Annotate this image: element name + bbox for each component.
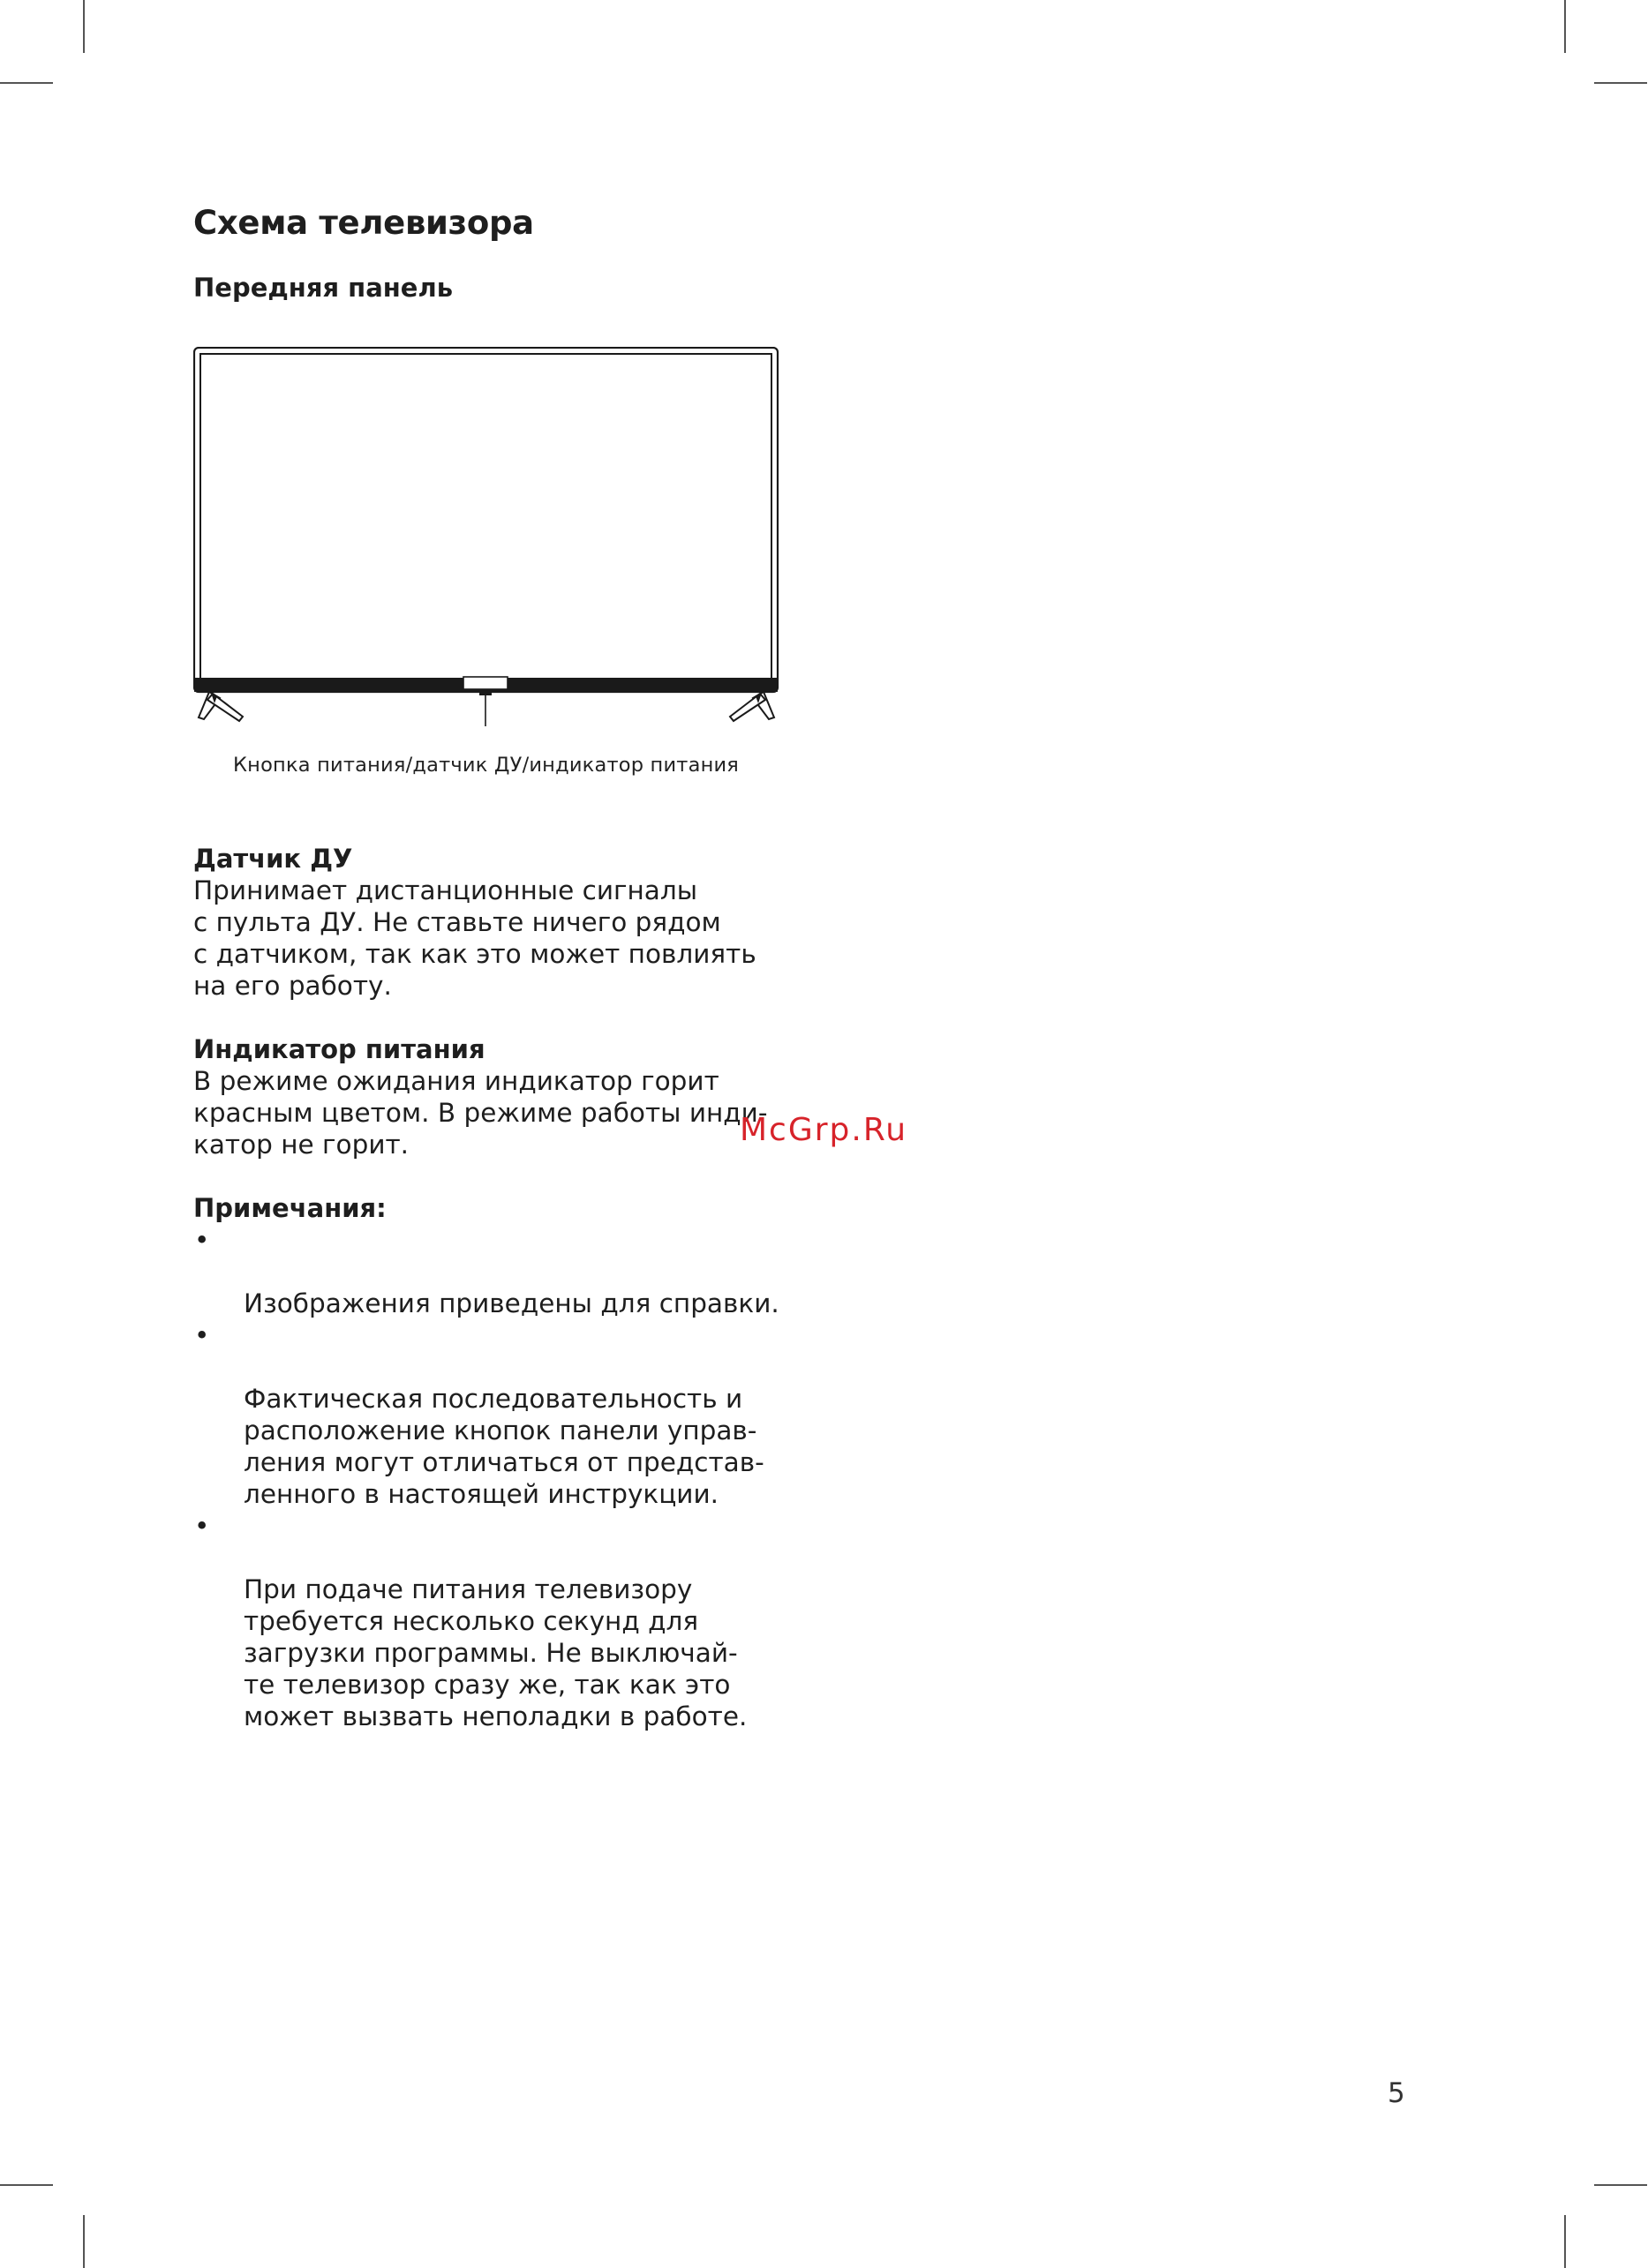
power-indicator-text: В режиме ожидания индикатор горит красным цветом. В режиме работы инди- катор не горит. [193,1066,768,1160]
crop-mark-top-right-h [1594,82,1647,84]
sensor-protrusion [479,692,492,695]
section-subtitle: Передняя панель [193,273,454,303]
notes-heading: Примечания: [193,1193,387,1223]
bullet-glyph: • [194,1225,210,1255]
tv-front-panel-diagram [193,347,779,726]
watermark-link[interactable]: McGrp.Ru [740,1112,908,1148]
remote-sensor-heading: Датчик ДУ [193,844,353,874]
tv-screen [200,354,771,680]
section-power-indicator [193,1033,811,1160]
page-number: 5 [1388,2077,1405,2109]
crop-mark-top-right-v [1564,0,1566,53]
note-text: Фактическая последовательность и расположение кнопок панели управ- ления могут отличаться от представ- ленного в настоящей инструкции. [244,1384,764,1509]
tv-left-foot [199,692,243,721]
list-item [193,1319,811,1510]
note-text: Изображения приведены для справки. [244,1288,779,1318]
crop-mark-top-left-h [0,82,53,84]
crop-mark-top-left-v [83,0,85,53]
crop-mark-bottom-right-h [1594,2184,1647,2186]
tv-right-foot [730,692,774,721]
note-text: При подаче питания телевизору требуется несколько секунд для загрузки программы. Не выключай- те телевизор сразу же, так как это может вызвать неполадки в работе. [244,1574,748,1731]
power-button-sensor-window [463,677,508,689]
page-content [193,201,811,1731]
power-indicator-heading: Индикатор питания [193,1034,485,1064]
list-item [193,1224,811,1319]
page-title: Схема телевизора [193,204,534,242]
crop-mark-bottom-left-v [83,2215,85,2268]
section-remote-sensor [193,843,811,1002]
list-item [193,1510,811,1732]
section-notes [193,1192,811,1732]
crop-mark-bottom-left-h [0,2184,53,2186]
remote-sensor-text: Принимает дистанционные сигналы с пульта ДУ. Не ставьте ничего рядом с датчиком, так как это может повлиять на его работу. [193,875,756,1001]
bullet-glyph: • [194,1511,210,1541]
bullet-glyph: • [194,1320,210,1350]
crop-mark-bottom-right-v [1564,2215,1566,2268]
figure-caption: Кнопка питания/датчик ДУ/индикатор питания [233,754,740,777]
notes-list [193,1224,811,1732]
